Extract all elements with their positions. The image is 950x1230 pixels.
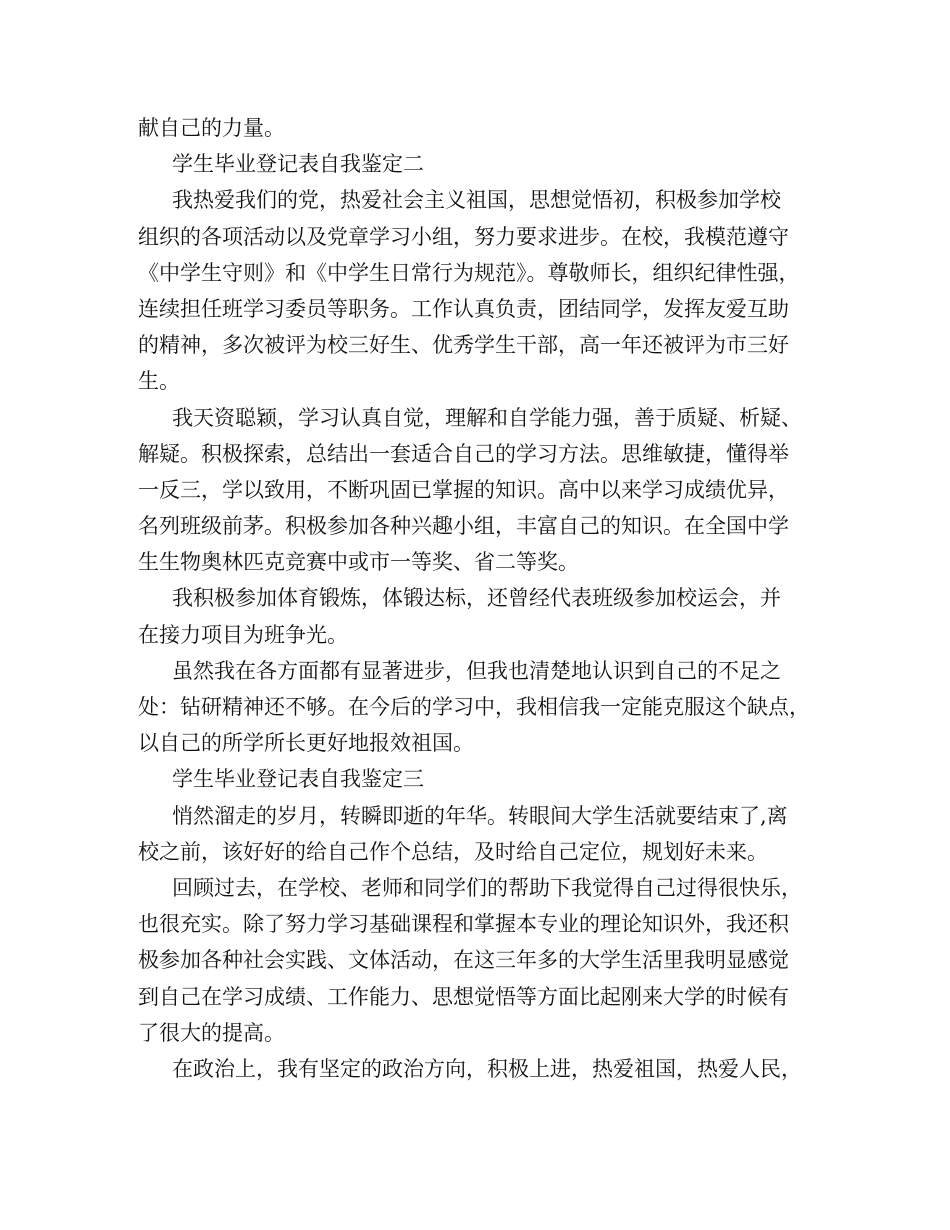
text-line: 在政治上，我有坚定的政治方向，积极上进，热爱祖国，热爱人民，	[172, 1056, 802, 1081]
text-line: 在接力项目为班争光。	[138, 622, 348, 647]
text-line: 校之前，该好好的给自己作个总结，及时给自己定位，规划好未来。	[138, 839, 768, 864]
text-line: 名列班级前茅。积极参加各种兴趣小组，丰富自己的知识。在全国中学	[138, 514, 789, 539]
text-line: 我天资聪颖，学习认真自觉，理解和自学能力强，善于质疑、析疑、	[172, 405, 802, 430]
text-line: 也很充实。除了努力学习基础课程和掌握本专业的理论知识外，我还积	[138, 912, 789, 937]
section-heading: 学生毕业登记表自我鉴定二	[172, 152, 424, 177]
text-line: 献自己的力量。	[138, 116, 285, 140]
text-line: 我积极参加体育锻炼，体锻达标，还曾经代表班级参加校运会，并	[172, 586, 781, 611]
text-line: 解疑。积极探索，总结出一套适合自己的学习方法。思维敏捷，懂得举	[138, 441, 789, 466]
text-line: 以自己的所学所长更好地报效祖国。	[138, 731, 474, 756]
text-line: 生。	[138, 369, 180, 394]
text-line: 生生物奥林匹克竞赛中或市一等奖、省二等奖。	[138, 550, 579, 575]
text-line: 我热爱我们的党，热爱社会主义祖国，思想觉悟初，积极参加学校	[172, 188, 781, 213]
text-line: 连续担任班学习委员等职务。工作认真负责，团结同学，发挥友爱互助	[138, 296, 789, 321]
document-body	[138, 110, 828, 1087]
text-line: 回顾过去，在学校、老师和同学们的帮助下我觉得自己过得很快乐，	[172, 875, 802, 900]
text-line: 了很大的提高。	[138, 1020, 285, 1045]
text-line: 到自己在学习成绩、工作能力、思想觉悟等方面比起刚来大学的时候有	[138, 984, 789, 1009]
text-line: 虽然我在各方面都有显著进步，但我也清楚地认识到自己的不足之	[172, 658, 781, 683]
section-heading: 学生毕业登记表自我鉴定三	[172, 767, 424, 792]
text-line: 悄然溜走的岁月，转瞬即逝的年华。转眼间大学生活就要结束了,离	[172, 803, 788, 828]
text-line: 组织的各项活动以及党章学习小组，努力要求进步。在校，我模范遵守	[138, 224, 789, 249]
text-line: 处：钻研精神还不够。在今后的学习中，我相信我一定能克服这个缺点，	[138, 695, 810, 719]
text-line: 一反三，学以致用，不断巩固已掌握的知识。高中以来学习成绩优异，	[138, 477, 789, 502]
text-line: 《中学生守则》和《中学生日常行为规范》。尊敬师长，组织纪律性强，	[138, 260, 800, 285]
text-line: 的精神，多次被评为校三好生、优秀学生干部，高一年还被评为市三好	[138, 333, 789, 358]
text-line: 极参加各种社会实践、文体活动，在这三年多的大学生活里我明显感觉	[138, 948, 789, 973]
